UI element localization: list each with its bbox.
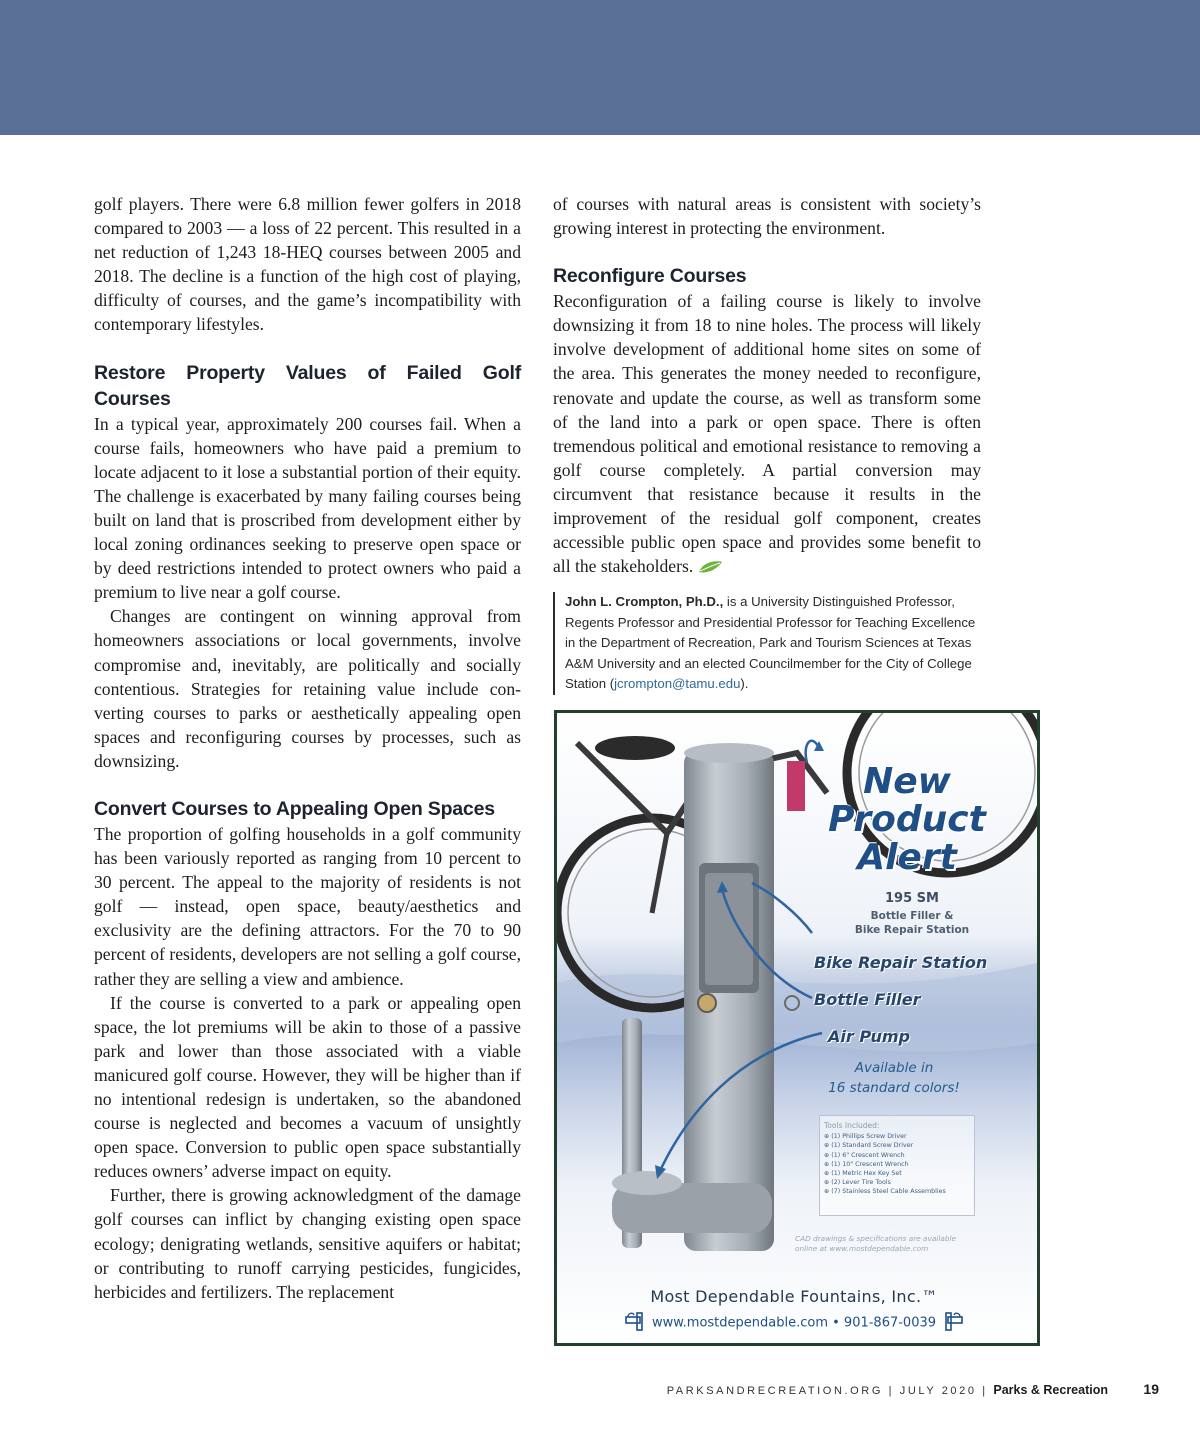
- ad-model-subtitle: [832, 909, 992, 937]
- ad-tools-title: Tools Included:: [824, 1121, 880, 1130]
- ad-cad-note: [795, 1234, 995, 1254]
- ad-tool-item: ⊕ (1) Phillips Screw Driver: [824, 1133, 907, 1141]
- paragraph: In a typical year, approximately 200 courses fail. When a course fails, homeowners who have paid a premium to locate adjacent to it lose a substantial portion of their equity. The challenge is exacerbated by many failing courses being built on land that is proscribed from development either by local zoning ordinances seeking to preserve open space or by deed restrictions intended to protect owners who paid a premium to live near a golf course.: [94, 413, 521, 603]
- ad-model-number: 195 SM: [885, 891, 939, 906]
- footer-magazine-title: Parks & Recreation: [993, 1383, 1108, 1397]
- ad-cad-line: CAD drawings & specifications are available: [795, 1234, 956, 1243]
- ad-contact-line: [557, 1311, 1031, 1335]
- ad-feature-air-pump: Air Pump: [828, 1027, 910, 1046]
- author-bio-close: ).: [740, 676, 749, 692]
- ad-headline-line: Product: [828, 799, 986, 840]
- ad-headline: [807, 763, 1007, 877]
- ad-headline-line: Alert: [857, 837, 957, 878]
- paragraph: Changes are contingent on winning approval from homeowners associations or local governments, involve compromise and, inevitably, are politically and socially contentious. Strategies for retaining value include converting courses to parks or aesthetically appealing open spaces and reconfiguring courses by processes, such as downsizing.: [94, 606, 521, 771]
- paragraph: Further, there is growing acknowledgment of the damage golf courses can inflict by changing existing open space ecology; denigrating wetlands, sensitive aquifers or habitat; or contributing to runoff carrying pesticides, fungicides, herbicides and fertilizers. The replacement: [94, 1185, 521, 1302]
- ad-colors-line: 16 standard colors!: [828, 1080, 960, 1096]
- page-number: 19: [1143, 1381, 1159, 1397]
- paragraph-text: Reconfiguration of a failing course is likely to involve downsizing it from 18 to nine holes. The process will likely involve development of additional home sites on some of the area. This generates the money needed to reconfigure, renovate and update the course, as well as transform some of the land into a park or open space. There is often tremendous political and emotional resistance to removing a golf course completely. A partial conversion may circumvent that resistance because it results in the improvement of the residual golf component, creates accessible public open space and provides some benefit to all the stakeholders.: [553, 291, 981, 577]
- ad-cad-line: online at www.mostdependable.com: [795, 1244, 929, 1253]
- ad-colors-note: [809, 1058, 979, 1098]
- ad-headline-line: New: [863, 761, 951, 802]
- paragraph: [553, 289, 981, 580]
- heading-convert-courses: Convert Courses to Appealing Open Spaces: [94, 797, 495, 820]
- leaf-icon: [697, 556, 723, 580]
- ad-subtitle-line: Bike Repair Station: [854, 924, 970, 936]
- advertisement: [554, 710, 1040, 1346]
- ad-subtitle-line: Bottle Filler &: [870, 910, 954, 922]
- heading-restore-property-values: Restore Property Values of Failed Golf Courses: [94, 361, 521, 410]
- heading-reconfigure-courses: Reconfigure Courses: [553, 265, 747, 288]
- ad-tool-item: ⊕ (1) Standard Screw Driver: [824, 1142, 914, 1150]
- header-band: [0, 0, 1200, 135]
- footer-site-date: PARKSANDRECREATION.ORG | JULY 2020 |: [666, 1385, 994, 1397]
- ad-feature-bottle-filler: Bottle Filler: [814, 990, 921, 1009]
- ad-website-phone[interactable]: www.mostdependable.com • 901-867-0039: [651, 1315, 937, 1331]
- ad-colors-line: Available in: [854, 1060, 934, 1076]
- ad-tool-item: ⊕ (1) Metric Hex Key Set: [824, 1170, 902, 1178]
- paragraph: golf players. There were 6.8 million fewer golfers in 2018 compared to 2003 — a loss of 22 percent. This resulted in a net reduction of 1,243 18-HEQ courses between 2005 and 2018. The decline is a function of the high cost of playing, difficulty of courses, and the game’s incompatibility with contemporary lifestyles.: [94, 194, 521, 335]
- page-footer: [620, 1383, 1108, 1397]
- ad-company-name: Most Dependable Fountains, Inc.™: [650, 1287, 938, 1306]
- ad-tools-box: [819, 1115, 975, 1216]
- author-bio: [553, 592, 981, 695]
- article-column-right: [553, 192, 981, 695]
- paragraph: The proportion of golfing households in a golf community has been variously reported as ranging from 10 percent to 30 percent. The appeal to the majority of residents is not golf — instead, open space, beauty/aesthetics and exclusivity are the defining attractors. For the 70 to 90 percent of residents, developers are not selling a golf course, rather they are selling a view and ambience.: [94, 823, 521, 989]
- fountain-icon: [624, 1311, 646, 1335]
- author-name: John L. Crompton, Ph.D.,: [565, 594, 724, 610]
- ad-tool-item: ⊕ (7) Stainless Steel Cable Assemblies: [824, 1188, 946, 1196]
- fountain-icon: [942, 1311, 964, 1335]
- article-column-left: [94, 192, 521, 1304]
- author-bio-text: is a University Distinguished Professor, Regents Professor and Presidential Professor for Teaching Excellence in the Department of Recreation, Park and Tourism Sciences at Texas A&M University and an elected Councilmember for the City of College Station (: [565, 594, 976, 692]
- ad-tool-item: ⊕ (1) 10" Crescent Wrench: [824, 1160, 909, 1168]
- ad-feature-bike-repair: Bike Repair Station: [814, 953, 988, 972]
- paragraph: If the course is converted to a park or appealing open space, the lot premiums will be akin to those of a passive park and lower than those associated with a viable manicured golf course. However, they will be higher than if no intentional redesign is undertaken, so the abandoned course is neglected and becomes a vacuum of unsightly open space. Conversion to public open space substantially reduces owners’ adverse impact on equity.: [94, 992, 521, 1182]
- ad-tool-item: ⊕ (1) 6" Crescent Wrench: [824, 1151, 905, 1159]
- ad-tool-item: ⊕ (2) Lever Tire Tools: [824, 1179, 891, 1187]
- author-email-link[interactable]: jcrompton@tamu.edu: [614, 676, 741, 692]
- paragraph: of courses with natural areas is consistent with society’s growing interest in protecting the environment.: [553, 194, 981, 239]
